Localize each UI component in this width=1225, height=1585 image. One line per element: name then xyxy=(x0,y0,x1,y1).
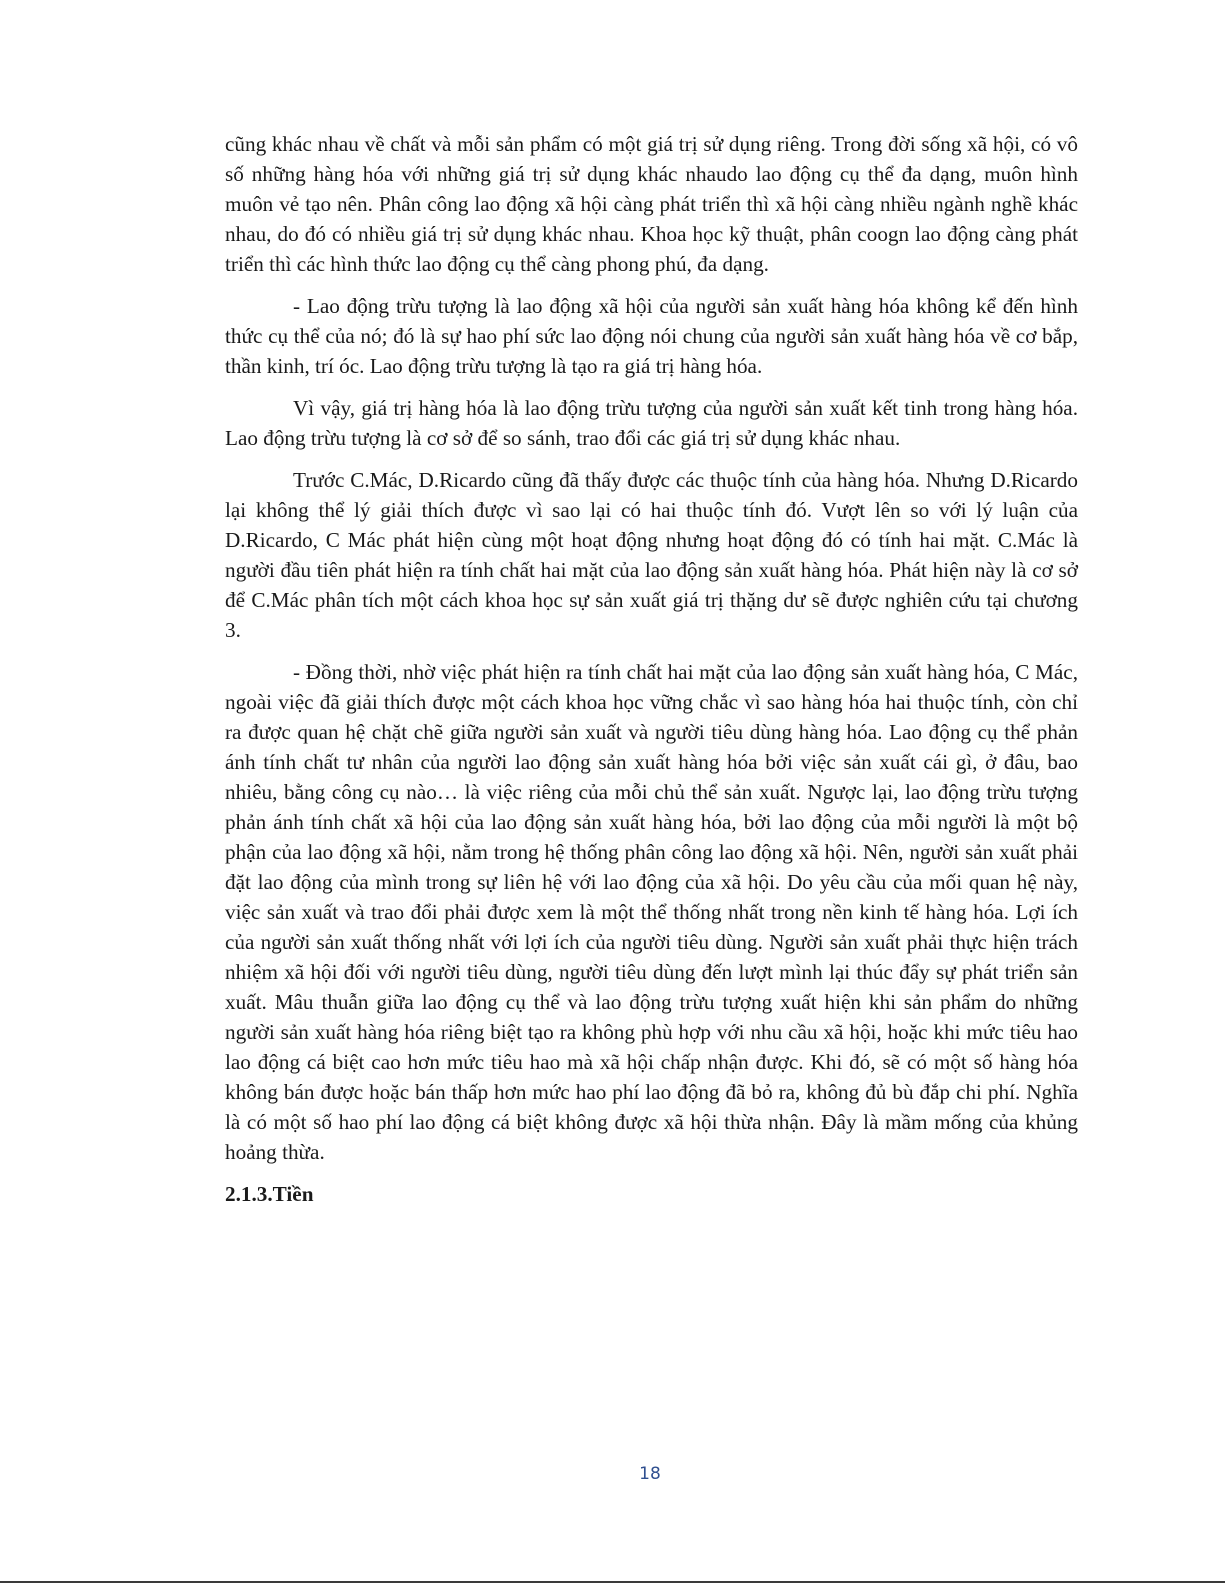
body-paragraph: cũng khác nhau về chất và mỗi sản phẩm có một giá trị sử dụng riêng. Trong đời sống xã hội, có vô số những hàng hóa với những giá trị sử dụng khác nhaudo lao động cụ thể đa dạng, muôn hình muôn vẻ tạo nên. Phân công lao động xã hội càng phát triển thì xã hội càng nhiều ngành nghề khác nhau, do đó có nhiều giá trị sử dụng khác nhau. Khoa học kỹ thuật, phân coogn lao động càng phát triển thì các hình thức lao động cụ thể càng phong phú, đa dạng. xyxy=(225,132,1078,276)
body-paragraph: Vì vậy, giá trị hàng hóa là lao động trừu tượng của người sản xuất kết tinh trong hàng hóa. Lao động trừu tượng là cơ sở để so sánh, trao đổi các giá trị sử dụng khác nhau. xyxy=(225,396,1078,450)
page-bottom-divider xyxy=(0,1581,1225,1583)
body-paragraph: - Lao động trừu tượng là lao động xã hội của người sản xuất hàng hóa không kể đến hình thức cụ thể của nó; đó là sự hao phí sức lao động nói chung của người sản xuất hàng hóa về cơ bắp, thần kinh, trí óc. Lao động trừu tượng là tạo ra giá trị hàng hóa. xyxy=(225,294,1078,378)
page-number: 18 xyxy=(639,1464,661,1484)
document-body xyxy=(225,129,1078,1209)
body-paragraph: Trước C.Mác, D.Ricardo cũng đã thấy được các thuộc tính của hàng hóa. Nhưng D.Ricardo lại không thể lý giải thích được vì sao lại có hai thuộc tính đó. Vượt lên so với lý luận của D.Ricardo, C Mác phát hiện cùng một hoạt động nhưng hoạt động đó có tính hai mặt. C.Mác là người đầu tiên phát hiện ra tính chất hai mặt của lao động sản xuất hàng hóa. Phát hiện này là cơ sở để C.Mác phân tích một cách khoa học sự sản xuất giá trị thặng dư sẽ được nghiên cứu tại chương 3. xyxy=(225,468,1078,642)
body-paragraph: - Đồng thời, nhờ việc phát hiện ra tính chất hai mặt của lao động sản xuất hàng hóa, C Mác, ngoài việc đã giải thích được một cách khoa học vững chắc vì sao hàng hóa hai thuộc tính, còn chỉ ra được quan hệ chặt chẽ giữa người sản xuất và người tiêu dùng hàng hóa. Lao động cụ thể phản ánh tính chất tư nhân của người lao động sản xuất hàng hóa bởi việc sản xuất cái gì, ở đâu, bao nhiêu, bằng công cụ nào… là việc riêng của mỗi chủ thể sản xuất. Ngược lại, lao động trừu tượng phản ánh tính chất xã hội của lao động sản xuất hàng hóa, bởi lao động của mỗi người là một bộ phận của lao động xã hội, nằm trong hệ thống phân công lao động xã hội. Nên, người sản xuất phải đặt lao động của mình trong sự liên hệ với lao động của xã hội. Do yêu cầu của mối quan hệ này, việc sản xuất và trao đổi phải được xem là một thể thống nhất trong nền kinh tế hàng hóa. Lợi ích của người sản xuất thống nhất với lợi ích của người tiêu dùng. Người sản xuất phải thực hiện trách nhiệm xã hội đối với người tiêu dùng, người tiêu dùng đến lượt mình lại thúc đẩy sự phát triển sản xuất. Mâu thuẫn giữa lao động cụ thể và lao động trừu tượng xuất hiện khi sản phẩm do những người sản xuất hàng hóa riêng biệt tạo ra không phù hợp với nhu cầu xã hội, hoặc khi mức tiêu hao lao động cá biệt cao hơn mức tiêu hao mà xã hội chấp nhận được. Khi đó, sẽ có một số hàng hóa không bán được hoặc bán thấp hơn mức hao phí lao động đã bỏ ra, không đủ bù đắp chi phí. Nghĩa là có một số hao phí lao động cá biệt không được xã hội thừa nhận. Đây là mầm mống của khủng hoảng thừa. xyxy=(225,660,1078,1164)
section-heading: 2.1.3.Tiền xyxy=(225,1182,314,1206)
